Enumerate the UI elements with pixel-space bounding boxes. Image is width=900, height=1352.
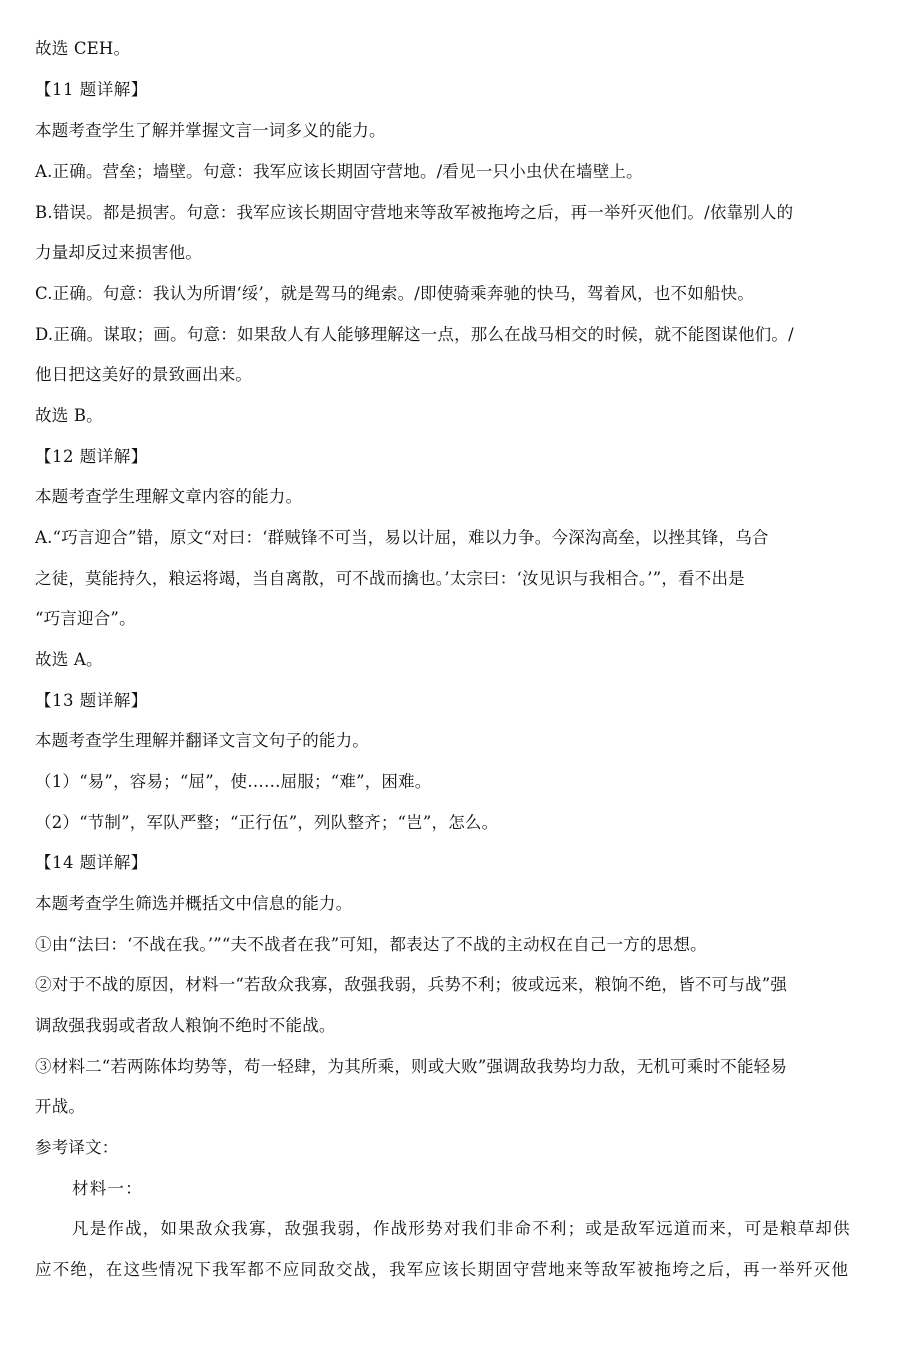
translation-paragraph-continued: 应不绝，在这些情况下我军都不应同敌交战，我军应该长期固守营地来等敌军被拖垮之后，再一举歼灭他 <box>35 1260 850 1279</box>
point-2-continued: 调敌强我弱或者敌人粮饷不绝时不能战。 <box>35 1016 336 1035</box>
question-intro: 本题考查学生筛选并概括文中信息的能力。 <box>35 894 353 913</box>
option-b: B.错误。都是损害。句意：我军应该长期固守营地来等敌军被拖垮之后，再一举歼灭他们。/依靠别人的 <box>35 203 794 222</box>
section-heading-11: 【11 题详解】 <box>35 80 148 99</box>
question-intro: 本题考查学生理解并翻译文言文句子的能力。 <box>35 731 369 750</box>
option-c: C.正确。句意：我认为所谓‘绥’，就是驾马的绳索。/即使骑乘奔驰的快马，驾着风，也不如船快。 <box>35 284 755 303</box>
reference-translation-heading: 参考译文： <box>35 1138 119 1157</box>
section-heading-12: 【12 题详解】 <box>35 447 148 466</box>
answer-line: 故选 A。 <box>35 650 103 669</box>
section-heading-13: 【13 题详解】 <box>35 691 148 710</box>
translation-paragraph: 凡是作战，如果敌众我寡，敌强我弱，作战形势对我们非命不利；或是敌军远道而来，可是粮草却供 <box>72 1219 851 1238</box>
question-intro: 本题考查学生了解并掌握文言一词多义的能力。 <box>35 121 386 140</box>
option-a: A.正确。营垒；墙壁。句意：我军应该长期固守营地。/看见一只小虫伏在墙壁上。 <box>35 162 643 181</box>
option-a: A.“巧言迎合”错，原文“对曰：‘群贼锋不可当，易以计屈，难以力争。今深沟高垒，以挫其锋，乌合 <box>35 528 769 547</box>
translation-item-2: （2）“节制”，军队严整；“正行伍”，列队整齐；“岂”，怎么。 <box>35 813 499 832</box>
point-2: ②对于不战的原因，材料一“若敌众我寡，敌强我弱，兵势不利；彼或远来，粮饷不绝，皆不可与战”强 <box>35 975 788 994</box>
material-one-heading: 材料一： <box>72 1179 143 1198</box>
option-d: D.正确。谋取；画。句意：如果敌人有人能够理解这一点，那么在战马相交的时候，就不能图谋他们。/ <box>35 325 794 344</box>
point-3: ③材料二“若两陈体均势等，苟一轻肆，为其所乘，则或大败”强调敌我势均力敌，无机可乘时不能轻易 <box>35 1057 788 1076</box>
option-b-continued: 力量却反过来损害他。 <box>35 243 202 262</box>
option-d-continued: 他日把这美好的景致画出来。 <box>35 365 253 384</box>
answer-line: 故选 B。 <box>35 406 103 425</box>
point-1: ①由“法曰：‘不战在我。’”“夫不战者在我”可知，都表达了不战的主动权在自己一方的思想。 <box>35 935 707 954</box>
question-intro: 本题考查学生理解文章内容的能力。 <box>35 487 303 506</box>
point-3-continued: 开战。 <box>35 1097 86 1116</box>
option-a-continued: “巧言迎合”。 <box>35 609 136 628</box>
option-a-continued: 之徒，莫能持久，粮运将竭，当自离散，可不战而擒也。’太宗曰：‘汝见识与我相合。’”，看不出是 <box>35 569 745 588</box>
section-heading-14: 【14 题详解】 <box>35 853 148 872</box>
translation-item-1: （1）“易”，容易；“屈”，使……屈服；“难”，困难。 <box>35 772 432 791</box>
answer-line: 故选 CEH。 <box>35 39 131 58</box>
